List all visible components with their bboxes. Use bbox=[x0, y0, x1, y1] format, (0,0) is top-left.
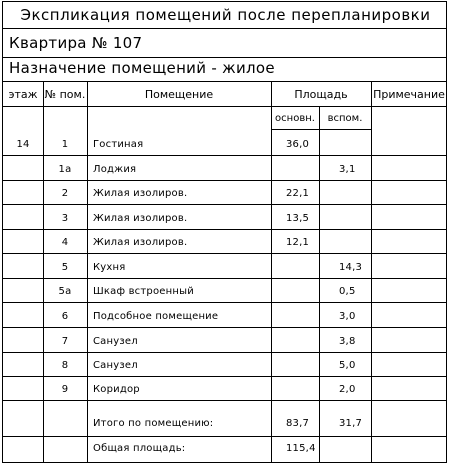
table-title: Экспликация помещений после перепланировки bbox=[20, 6, 431, 24]
rule bbox=[3, 57, 446, 58]
totals-main-area: 83,7 bbox=[286, 418, 310, 429]
rule bbox=[3, 352, 446, 353]
rule bbox=[319, 106, 320, 462]
cell-room-number: 5 bbox=[61, 262, 69, 273]
rule bbox=[3, 155, 446, 156]
rule bbox=[3, 180, 446, 181]
header-main-area: основн. bbox=[275, 113, 315, 124]
header-aux-area: вспом. bbox=[327, 113, 363, 124]
cell-room-name: Санузел bbox=[93, 336, 138, 347]
cell-room-number: 8 bbox=[61, 360, 69, 371]
header-room-number: № пом. bbox=[44, 88, 86, 101]
cell-room-number: 2 bbox=[61, 188, 69, 199]
header-note: Примечание bbox=[373, 88, 445, 101]
cell-room-number: 5а bbox=[58, 286, 72, 297]
cell-main-area: 12,1 bbox=[286, 237, 310, 248]
cell-room-number: 1 bbox=[61, 139, 69, 150]
cell-room-number: 4 bbox=[61, 237, 69, 248]
rule bbox=[3, 327, 446, 328]
cell-room-name: Кухня bbox=[93, 262, 126, 273]
rule bbox=[371, 81, 372, 462]
explication-table bbox=[2, 1, 447, 463]
rule bbox=[3, 400, 446, 401]
cell-room-number: 1а bbox=[58, 164, 72, 175]
rule bbox=[3, 253, 446, 254]
cell-room-number: 3 bbox=[61, 213, 69, 224]
header-area: Площадь bbox=[294, 88, 348, 101]
cell-room-name: Шкаф встроенный bbox=[93, 286, 194, 297]
rule bbox=[3, 28, 446, 29]
cell-aux-area: 5,0 bbox=[339, 360, 356, 371]
header-floor: этаж bbox=[8, 88, 38, 101]
totals-label: Итого по помещению: bbox=[93, 418, 214, 429]
rule bbox=[3, 436, 446, 437]
cell-room-name: Санузел bbox=[93, 360, 138, 371]
rule bbox=[3, 229, 446, 230]
cell-aux-area: 2,0 bbox=[339, 384, 356, 395]
rule bbox=[3, 81, 446, 82]
total-area-value: 115,4 bbox=[286, 443, 316, 454]
total-area-label: Общая площадь: bbox=[93, 443, 186, 454]
cell-aux-area: 14,3 bbox=[339, 262, 363, 273]
rule bbox=[3, 204, 446, 205]
cell-main-area: 36,0 bbox=[286, 139, 310, 150]
cell-room-name: Коридор bbox=[93, 384, 140, 395]
cell-main-area: 13,5 bbox=[286, 213, 310, 224]
totals-aux-area: 31,7 bbox=[339, 418, 363, 429]
purpose-label: Назначение помещений - жилое bbox=[9, 59, 275, 77]
rule bbox=[3, 376, 446, 377]
cell-room-name: Жилая изолиров. bbox=[93, 188, 188, 199]
cell-room-name: Жилая изолиров. bbox=[93, 213, 188, 224]
rule bbox=[271, 81, 272, 462]
rule bbox=[3, 302, 446, 303]
cell-room-name: Лоджия bbox=[93, 164, 137, 175]
rule bbox=[87, 81, 88, 462]
cell-main-area: 22,1 bbox=[286, 188, 310, 199]
cell-aux-area: 3,8 bbox=[339, 336, 356, 347]
cell-room-number: 6 bbox=[61, 311, 69, 322]
cell-floor: 14 bbox=[16, 139, 30, 150]
apartment-label: Квартира № 107 bbox=[9, 34, 143, 52]
cell-room-name: Подсобное помещение bbox=[93, 311, 219, 322]
cell-room-name: Гостиная bbox=[93, 139, 144, 150]
cell-aux-area: 3,1 bbox=[339, 164, 356, 175]
cell-aux-area: 3,0 bbox=[339, 311, 356, 322]
cell-room-name: Жилая изолиров. bbox=[93, 237, 188, 248]
header-room: Помещение bbox=[144, 88, 214, 101]
rule bbox=[271, 129, 371, 130]
rule bbox=[3, 106, 446, 107]
cell-aux-area: 0,5 bbox=[339, 286, 356, 297]
cell-room-number: 9 bbox=[61, 384, 69, 395]
cell-room-number: 7 bbox=[61, 336, 69, 347]
rule bbox=[3, 278, 446, 279]
